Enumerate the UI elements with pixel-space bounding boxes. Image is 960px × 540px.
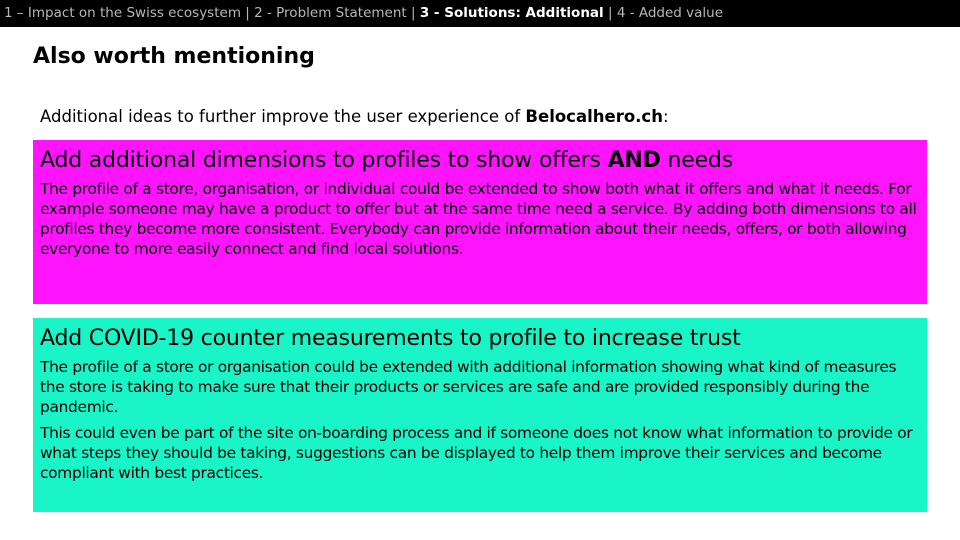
card-paragraph: The profile of a store or organisation could be extended with additional information showing what kind of measures the store is taking to make sure that their products or services are safe and are provided responsibly during the pandemic. bbox=[40, 358, 897, 416]
card-paragraph: The profile of a store, organisation, or individual could be extended to show both what it offers and what it needs. For example someone may have a product to offer but at the same time need a service. By adding both dimensions to all profiles they become more consistent. Everybody can provide information about their needs, offers, or both allowing everyone to more easily connect and find local solutions. bbox=[40, 180, 917, 258]
idea-card-covid-measures bbox=[33, 318, 927, 512]
nav-item-impact[interactable]: 1 – Impact on the Swiss ecosystem bbox=[4, 5, 241, 21]
brand-name: Belocalhero.ch bbox=[525, 107, 663, 126]
idea-card-offers-needs bbox=[33, 140, 927, 304]
section-nav-bar bbox=[0, 0, 960, 27]
card-heading-part: needs bbox=[660, 148, 733, 173]
intro-text bbox=[40, 107, 669, 126]
card-heading-part: Add additional dimensions to profiles to show offers bbox=[40, 148, 608, 173]
page-title: Also worth mentioning bbox=[33, 44, 315, 69]
nav-item-problem-statement[interactable]: 2 - Problem Statement bbox=[254, 5, 407, 21]
nav-item-added-value[interactable]: 4 - Added value bbox=[616, 5, 724, 21]
card-heading: Add COVID-19 counter measurements to profile to increase trust bbox=[40, 326, 741, 351]
card-heading bbox=[40, 148, 921, 173]
intro-suffix: : bbox=[662, 107, 669, 126]
card-paragraph: This could even be part of the site on-boarding process and if someone does not know what information to provide or what steps they should be taking, suggestions can be displayed to help them improve their services and become compliant with best practices. bbox=[40, 424, 913, 482]
intro-lead: Additional ideas to further improve the user experience of bbox=[40, 107, 526, 126]
nav-separator: | bbox=[603, 5, 617, 21]
nav-separator: | bbox=[240, 5, 255, 21]
card-heading-emphasis: AND bbox=[607, 148, 661, 173]
nav-separator: | bbox=[406, 5, 420, 21]
nav-item-solutions-active[interactable]: 3 - Solutions: Additional bbox=[419, 5, 604, 21]
